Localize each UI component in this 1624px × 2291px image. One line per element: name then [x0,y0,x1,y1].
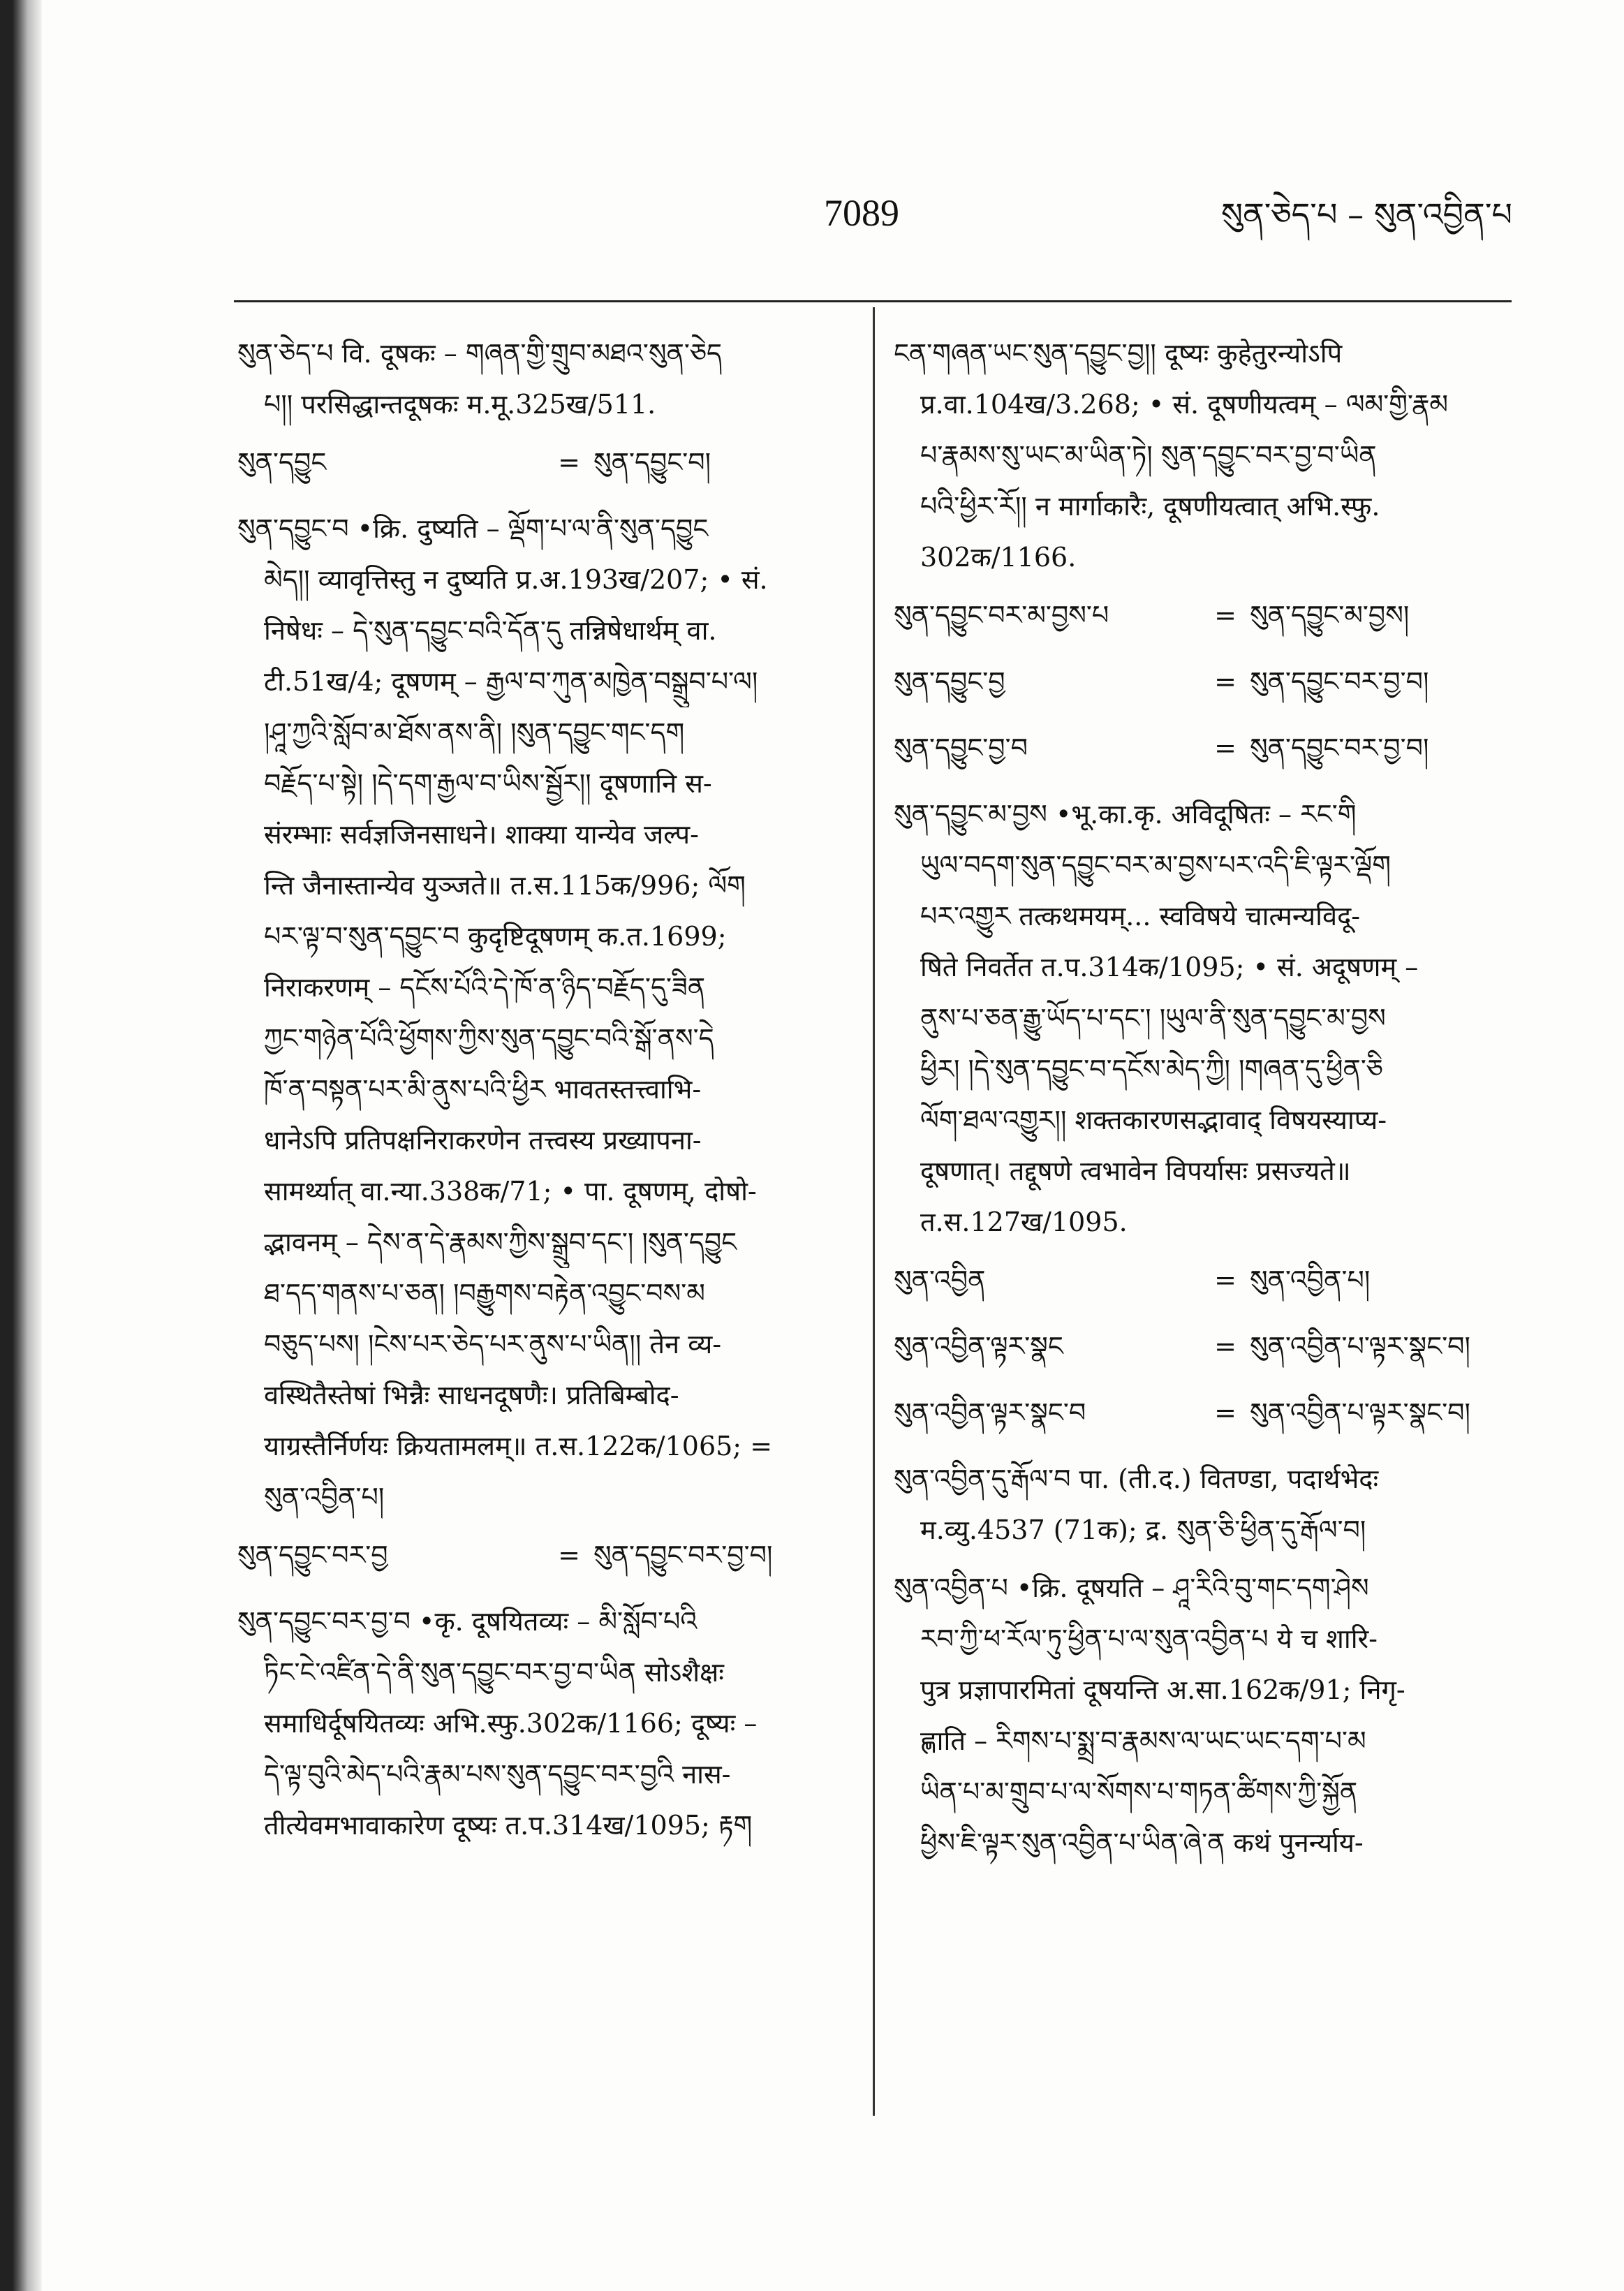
equals-sign: = [558,1540,580,1570]
entry-text-line: षिते निवर्तेत त.प.314क/1095; • सं. अदूषणम् – [920,952,1419,982]
cross-reference-target: སུན་དབྱུང་བར་བྱ་བ། [1250,666,1429,697]
cross-reference-target: སུན་འབྱིན་པ། [1250,1265,1371,1295]
entry-headline: སུན་དབྱུང་མ་བྱས •भू.का.कृ. अविदूषितः – རང་གི [894,799,1357,830]
cross-reference-target: སུན་འབྱིན་པ་ལྟར་སྣང་བ། [1250,1331,1470,1362]
entry-text-line: म.व्यु.4537 (71क); द्र. སུན་ཅི་ཕྱིན་དུ་རྒོལ་བ། [920,1515,1366,1545]
entry-text-line: ལོག་ཐལ་འགྱུར།། शक्तकारणसद्भावाद् विषयस्याप्य- [920,1105,1387,1135]
dictionary-entry [237,1596,852,1851]
page-binding-edge [0,0,42,2291]
entry-text-line: མེད།། व्यावृत्तिस्तु न दुष्यति प्र.अ.193ख/207; • सं. [264,564,768,595]
entry-text-line: समाधिर्दूषयितव्यः अभि.स्फु.302क/1166; दूष्यः – [264,1708,758,1739]
entry-text-line: ཐ་དད་གནས་པ་ཅན། །བརྒྱུགས་བརྟེན་འབྱུང་བས་མ [264,1278,705,1309]
headword: སུན་དབྱུང་བར་མ་བྱས་པ [894,600,1109,631]
entry-text-line: ཀྱང་གཉེན་པོའི་ཕྱོགས་ཀྱིས་སུན་དབྱུང་བའི་སྒོ་ནས་དེ [264,1023,714,1054]
cross-reference-entry [894,590,1508,641]
headword: སུན་འབྱིན་ལྟར་སྣང [894,1331,1063,1362]
entry-text-line: དེ་ལྟ་བུའི་མེད་པའི་རྣམ་པས་སུན་དབྱུང་བར་བྱའི नास- [264,1759,731,1790]
entry-text-line: བཅུད་པས། །ངེས་པར་ཅེད་པར་ནུས་པ་ཡིན།། तेन व्य- [264,1329,722,1360]
entry-text-line: ནུས་པ་ཅན་རྒྱུ་ཡོད་པ་དང་། །ཡུལ་ནི་སུན་དབྱུང་མ་བྱས [920,1003,1386,1033]
headword: སུན་དབྱུང་བྱ [894,666,1005,697]
entry-text-line: པར་འགྱུར तत्कथमयम्... स्वविषये चात्मन्यविदू- [920,901,1361,931]
dictionary-entry [894,1563,1508,1869]
entry-text-line: པ།། परसिद्धान्तदूषकः म.मू.325ख/511. [264,389,656,420]
entry-text-line: སུན་འབྱིན་པ། [264,1482,385,1512]
entry-text-line: ह्णाति – རིགས་པ་སྨྲ་བ་རྣམས་ལ་ཡང་ཡང་དག་པ་མ [920,1725,1366,1756]
entry-text-line: པའི་ཕྱིར་རོ།། न मार्गाकारैः, दूषणीयत्वात् अभि.स्फु. [920,491,1380,522]
cross-reference-entry [894,723,1508,774]
dictionary-entry [237,328,852,430]
entry-text-line: तीत्येवमभावाकारेण दूष्यः त.प.314ख/1095; རྟག [264,1810,753,1841]
headword: སུན་དབྱུང་བར་བྱ [237,1540,388,1570]
entry-text-line: པར་ལྟ་བ་སུན་དབྱུང་བ कुदृष्टिदूषणम् क.त.1699; [264,921,727,952]
entry-text-line: त.स.127ख/1095. [920,1207,1128,1237]
entry-text-line: རབ་ཀྱི་ཕ་རོལ་ཏུ་ཕྱིན་པ་ལ་སུན་འབྱིན་པ ये च शारि- [920,1623,1378,1654]
equals-sign: = [1214,1331,1237,1362]
headword: སུན་དབྱུང [237,447,327,478]
entry-text-line: याग्रस्तैर्निर्णयः क्रियतामलम्॥ त.स.122क/1065; = [264,1431,773,1461]
cross-reference-target: སུན་དབྱུང་བར་བྱ་བ། [593,1540,773,1570]
dictionary-entry [894,328,1508,583]
equals-sign: = [1214,1265,1237,1295]
equals-sign: = [1214,666,1237,697]
entry-text-line: ཕྱིར། །དེ་སུན་དབྱུང་བ་དངོས་མེད་ཀྱི། །གཞན་དུ་ཕྱིན་ཅི [920,1054,1383,1084]
running-head: སུན་ཅེད་པ – སུན་འབྱིན་པ [1221,196,1512,233]
column-divider [873,307,875,2116]
cross-reference-target: སུན་དབྱུང་བར་བྱ་བ། [1250,732,1429,763]
entry-text-line: །ཤཱ་ཀྱའི་སློབ་མ་ཐོས་ནས་ནི། །སུན་དབྱུང་གང་དག [264,717,685,748]
entry-headline: སུན་ཅེད་པ वि. दूषकः – གཞན་གྱི་གྲུབ་མཐའ་སུན་ཅེད [237,338,723,369]
cross-reference-entry [894,1387,1508,1438]
entry-text-line: पुत्र प्रज्ञापारमितां दूषयन्ति अ.सा.162क/91; निगृ- [920,1674,1405,1705]
headword: སུན་འབྱིན་ལྟར་སྣང་བ [894,1397,1086,1428]
equals-sign: = [1214,600,1237,631]
entry-text-line: न्ति जैनास्तान्येव युञ्जते॥ त.स.115क/996; ལོག [264,870,746,901]
entry-text-line: प्र.वा.104ख/3.268; • सं. दूषणीयत्वम् – ལམ་གྱི་རྣམ [920,389,1449,420]
entry-text-line: ཏིང་ངེ་འཛིན་དེ་ནི་སུན་དབྱུང་བར་བྱ་བ་ཡིན सोऽशैक्षः [264,1657,724,1688]
cross-reference-entry [894,1255,1508,1306]
cross-reference-target: སུན་དབྱུང་མ་བྱས། [1250,600,1410,631]
cross-reference-entry [894,656,1508,707]
headword: སུན་དབྱུང་བྱ་བ [894,732,1028,763]
header-rule [234,300,1512,302]
entry-text-line: टी.51ख/4; दूषणम् – རྒྱལ་བ་ཀུན་མཁྱེན་བསྒྲུབ་པ་ལ། [264,666,758,697]
right-column [894,328,1508,1876]
entry-text-line: वस्थितैस्तेषां भिन्नैः साधनदूषणैः। प्रतिबिम्बोद- [264,1380,679,1410]
entry-headline: ངན་གཞན་ཡང་སུན་དབྱུང་བྱ།། दूष्यः कुहेतुरन्योऽपि [894,338,1343,369]
equals-sign: = [1214,1397,1237,1428]
left-column [237,328,852,1858]
entry-text-line: བརྗོད་པ་སྟེ། །དེ་དག་རྒྱལ་བ་ཡིས་སྦྱོར།། दूषणानि स- [264,768,712,799]
entry-headline: སུན་དབྱུང་བ •क्रि. दुष्यति – ལྡོག་པ་ལ་ནི་སུན་དབྱུང [237,513,709,544]
entry-text-line: संरम्भाः सर्वज्ञजिनसाधने। शाक्या यान्येव जल्प- [264,819,699,850]
entry-headline: སུན་འབྱིན་དུ་རྒོལ་བ पा. (ती.द.) वितण्डा, पदार्थभेदः [894,1464,1379,1494]
equals-sign: = [558,447,580,478]
entry-headline: སུན་འབྱིན་པ •क्रि. दूषयति – ཤཱ་རིའི་བུ་གང་དག་ཤེས [894,1572,1369,1603]
entry-text-line: धानेऽपि प्रतिपक्षनिराकरणेन तत्त्वस्य प्रख्यापना- [264,1125,702,1156]
dictionary-entry [894,789,1508,1248]
equals-sign: = [1214,732,1237,763]
entry-text-line: ཕྱིས་ཇི་ལྟར་སུན་འབྱིན་པ་ཡིན་ཞེ་ན कथं पुनर्न्याय- [920,1827,1364,1858]
entry-headline: སུན་དབྱུང་བར་བྱ་བ •कृ. दूषयितव्यः – མི་སློབ་པའི [237,1606,697,1637]
cross-reference-entry [237,1530,852,1581]
entry-text-line: सामर्थ्यात् वा.न्या.338क/71; • पा. दूषणम्, दोषो- [264,1176,757,1207]
cross-reference-entry [237,437,852,488]
dictionary-entry [894,1454,1508,1556]
page-header [0,189,1624,244]
entry-text-line: द्भावनम् – དེས་ན་དེ་རྣམས་ཀྱིས་སྒྲུབ་དང་། །སུན་དབྱུང [264,1227,737,1258]
cross-reference-target: སུན་འབྱིན་པ་ལྟར་སྣང་བ། [1250,1397,1470,1428]
entry-text-line: ཡིན་པ་མ་གྲུབ་པ་ལ་སོགས་པ་གཏན་ཚིགས་ཀྱི་སྐྱོན [920,1776,1358,1807]
headword: སུན་འབྱིན [894,1265,986,1295]
entry-text-line: निराकरणम् – དངོས་པོའི་དེ་ཁོ་ན་ཉིད་བརྗོད་དུ་ཟིན [264,972,706,1003]
entry-text-line: ཡུལ་བདག་སུན་དབྱུང་བར་མ་བྱས་པར་འདི་ཇི་ལྟར་ལྡོག [920,850,1392,881]
entry-text-line: ཁོ་ན་བསྟན་པར་མི་ནུས་པའི་ཕྱིར भावतस्तत्त्वाभि- [264,1074,702,1105]
page-number: 7089 [824,192,899,234]
entry-text-line: निषेधः – དེ་སུན་དབྱུང་བའི་དོན་དུ तन्निषेधार्थम् वा. [264,615,717,646]
dictionary-entry [237,503,852,1523]
cross-reference-entry [894,1321,1508,1372]
cross-reference-target: སུན་དབྱུང་བ། [593,447,711,478]
entry-text-line: दूषणात्। तद्दूषणे त्वभावेन विपर्यासः प्रसज्यते॥ [920,1156,1351,1186]
entry-text-line: 302क/1166. [920,542,1077,573]
entry-text-line: པ་རྣམས་སུ་ཡང་མ་ཡིན་ཏེ། སུན་དབྱུང་བར་བྱ་བ་ཡིན [920,440,1377,471]
